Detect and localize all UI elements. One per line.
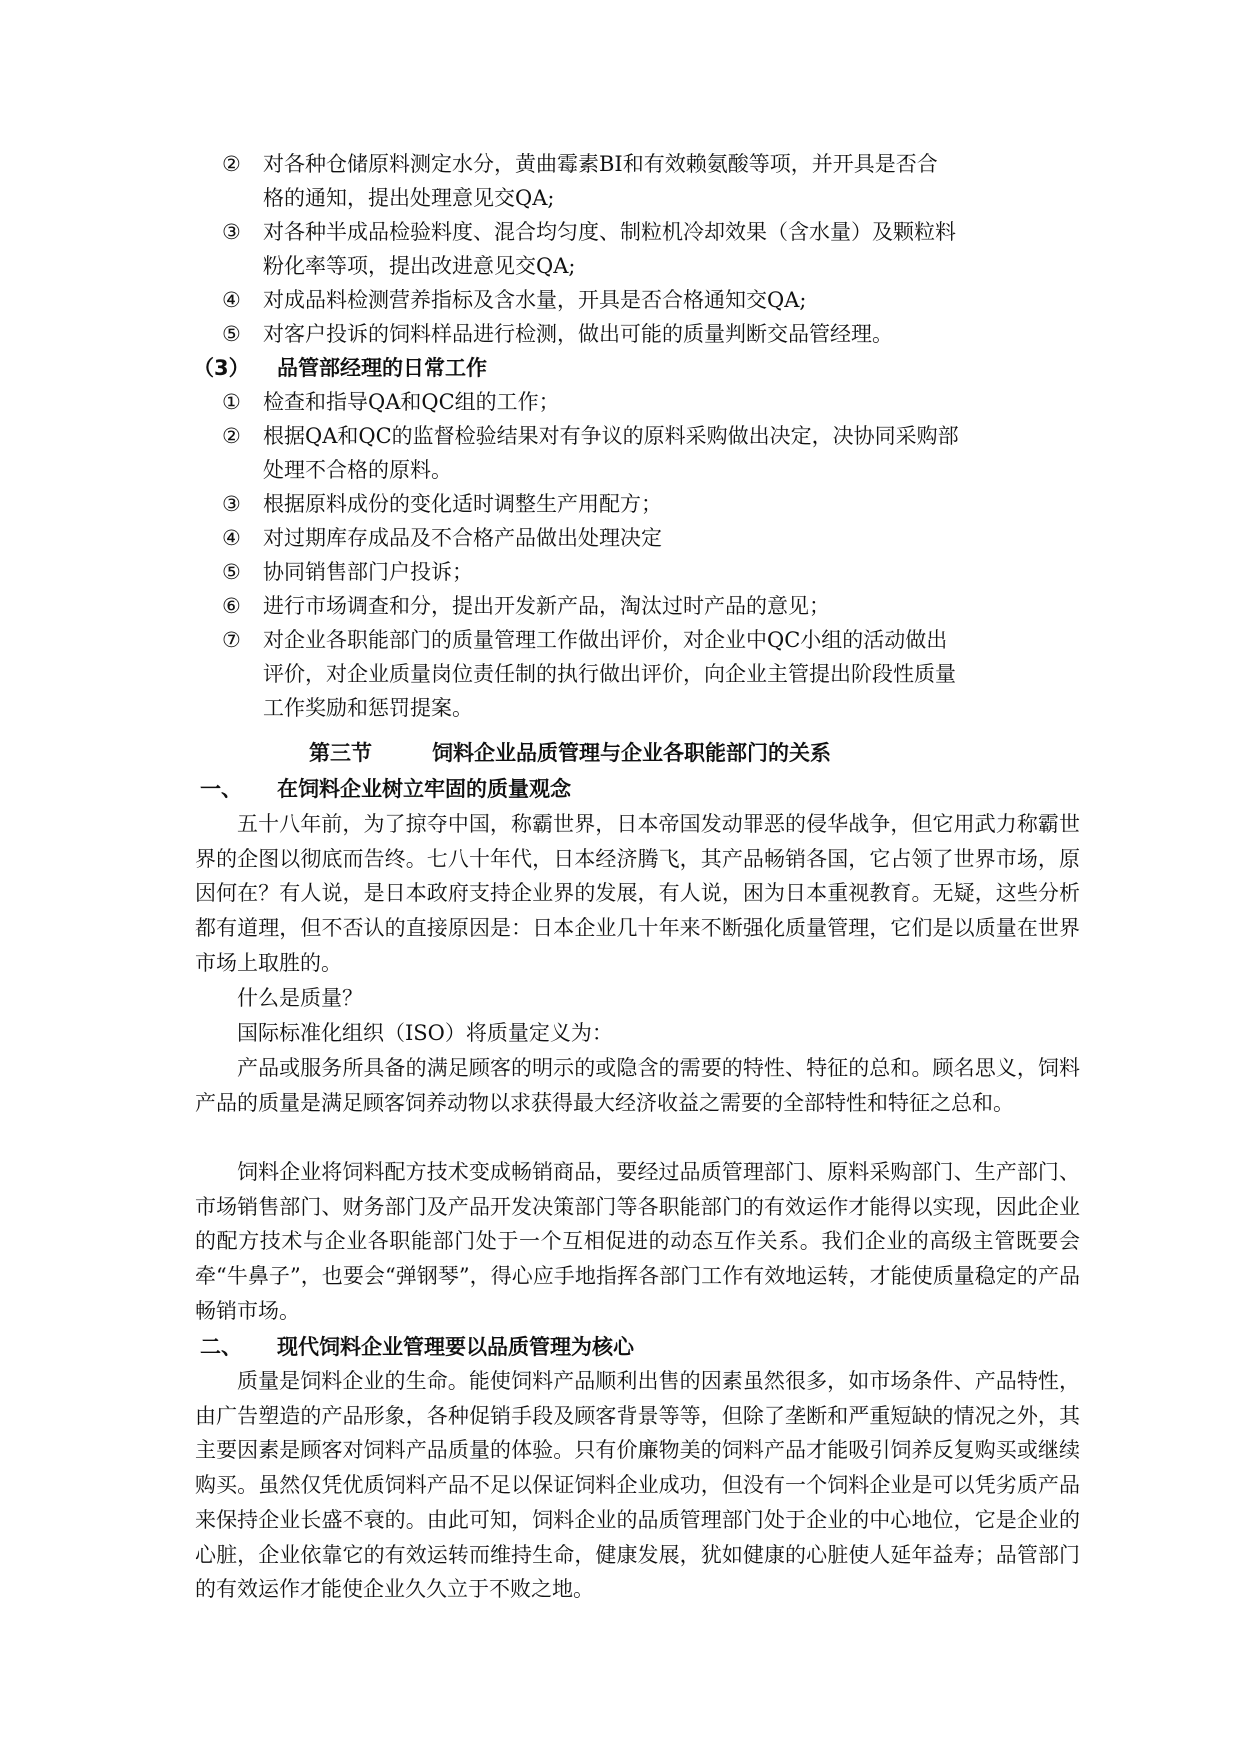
paragraph: 产品或服务所具备的满足顾客的明示的或隐含的需要的特性、特征的总和。顾名思义，饲料产品的质量是满足顾客饲养动物以求获得最大经济收益之需要的全部特性和特征之总和。 bbox=[195, 1056, 1080, 1115]
list-item-line: 根据QA和QC的监督检验结果对有争议的原料采购做出决定，决协同采购部 bbox=[263, 424, 959, 448]
list-item-line: 对成品料检测营养指标及含水量，开具是否合格通知交QA; bbox=[263, 288, 807, 312]
section-title: 饲料企业品质管理与企业各职能部门的关系 bbox=[432, 741, 831, 765]
paragraph: 五十八年前，为了掠夺中国，称霸世界，日本帝国发动罪恶的侵华战争，但它用武力称霸世界的企图以彻底而告终。七八十年代，日本经济腾飞，其产品畅销各国，它占领了世界市场，原因何在？有人说，是日本政府支持企业界的发展，有人说，困为日本重视教育。无疑，这些分析都有道理，但不否认的直接原因是：日本企业几十年来不断强化质量管理，它们是以质量在世界市场上取胜的。 bbox=[195, 812, 1080, 975]
list-item-line: 对各种仓储原料测定水分，黄曲霉素BI和有效赖氨酸等项，并开具是否合 bbox=[263, 152, 938, 176]
section-label: 第三节 bbox=[309, 741, 372, 765]
list-item-line: 对各种半成品检验料度、混合均匀度、制粒机冷却效果（含水量）及颗粒料 bbox=[263, 220, 956, 244]
paragraph: 饲料企业将饲料配方技术变成畅销商品，要经过品质管理部门、原料采购部门、生产部门、市场销售部门、财务部门及产品开发决策部门等各职能部门的有效运作才能得以实现，因此企业的配方技术与企业各职能部门处于一个互相促进的动态互作关系。我们企业的高级主管既要会牵“牛鼻子”，也要会“弹钢琴”，得心应手地指挥各部门工作有效地运转，才能使质量稳定的产品畅销市场。 bbox=[195, 1160, 1080, 1323]
list-number: ② bbox=[222, 424, 241, 448]
subsection-heading: 在饲料企业树立牢固的质量观念 bbox=[277, 777, 571, 801]
subsection-number: 一、 bbox=[200, 777, 242, 801]
list-item-line: 处理不合格的原料。 bbox=[263, 458, 452, 482]
list-number: ③ bbox=[222, 220, 241, 244]
list-item-line: 对企业各职能部门的质量管理工作做出评价，对企业中QC小组的活动做出 bbox=[263, 628, 948, 652]
list-item-line: 检查和指导QA和QC组的工作； bbox=[263, 390, 560, 414]
list-number: ⑤ bbox=[222, 322, 241, 346]
list-item-line: 协同销售部门户投诉； bbox=[263, 560, 473, 584]
subsection-heading: 现代饲料企业管理要以品质管理为核心 bbox=[277, 1335, 634, 1359]
paragraph: 什么是质量？ bbox=[237, 986, 363, 1010]
list-item-line: 根据原料成份的变化适时调整生产用配方； bbox=[263, 492, 662, 516]
list-item-line: 工作奖励和惩罚提案。 bbox=[263, 696, 473, 720]
paragraph: 质量是饲料企业的生命。能使饲料产品顺利出售的因素虽然很多，如市场条件、产品特性，由广告塑造的产品形象，各种促销手段及顾客背景等等，但除了垄断和严重短缺的情况之外，其主要因素是顾客对饲料产品质量的体验。只有价廉物美的饲料产品才能吸引饲养反复购买或继续购买。虽然仅凭优质饲料产品不足以保证饲料企业成功，但没有一个饲料企业是可以凭劣质产品来保持企业长盛不衰的。由此可知，饲料企业的品质管理部门处于企业的中心地位，它是企业的心脏，企业依靠它的有效运转而维持生命，健康发展，犹如健康的心脏使人延年益寿；品管部门的有效运作才能使企业久久立于不败之地。 bbox=[195, 1369, 1080, 1602]
subsection-heading: 品管部经理的日常工作 bbox=[277, 356, 487, 380]
list-item-line: 格的通知，提出处理意见交QA; bbox=[263, 186, 555, 210]
list-number: ⑦ bbox=[222, 628, 241, 652]
list-number: ② bbox=[222, 152, 241, 176]
list-number: ④ bbox=[222, 526, 241, 550]
list-item-line: 对客户投诉的饲料样品进行检测，做出可能的质量判断交品管经理。 bbox=[263, 322, 893, 346]
list-item-line: 粉化率等项，提出改进意见交QA; bbox=[263, 254, 576, 278]
list-number: ③ bbox=[222, 492, 241, 516]
subsection-number: （3） bbox=[193, 356, 250, 380]
list-number: ① bbox=[222, 390, 241, 414]
paragraph: 国际标准化组织（ISO）将质量定义为： bbox=[237, 1021, 613, 1045]
list-item-line: 进行市场调查和分，提出开发新产品，淘汰过时产品的意见； bbox=[263, 594, 830, 618]
list-item-line: 对过期库存成品及不合格产品做出处理决定 bbox=[263, 526, 662, 550]
subsection-number: 二、 bbox=[200, 1335, 242, 1359]
list-number: ⑤ bbox=[222, 560, 241, 584]
list-number: ④ bbox=[222, 288, 241, 312]
list-number: ⑥ bbox=[222, 594, 241, 618]
list-item-line: 评价，对企业质量岗位责任制的执行做出评价，向企业主管提出阶段性质量 bbox=[263, 662, 956, 686]
